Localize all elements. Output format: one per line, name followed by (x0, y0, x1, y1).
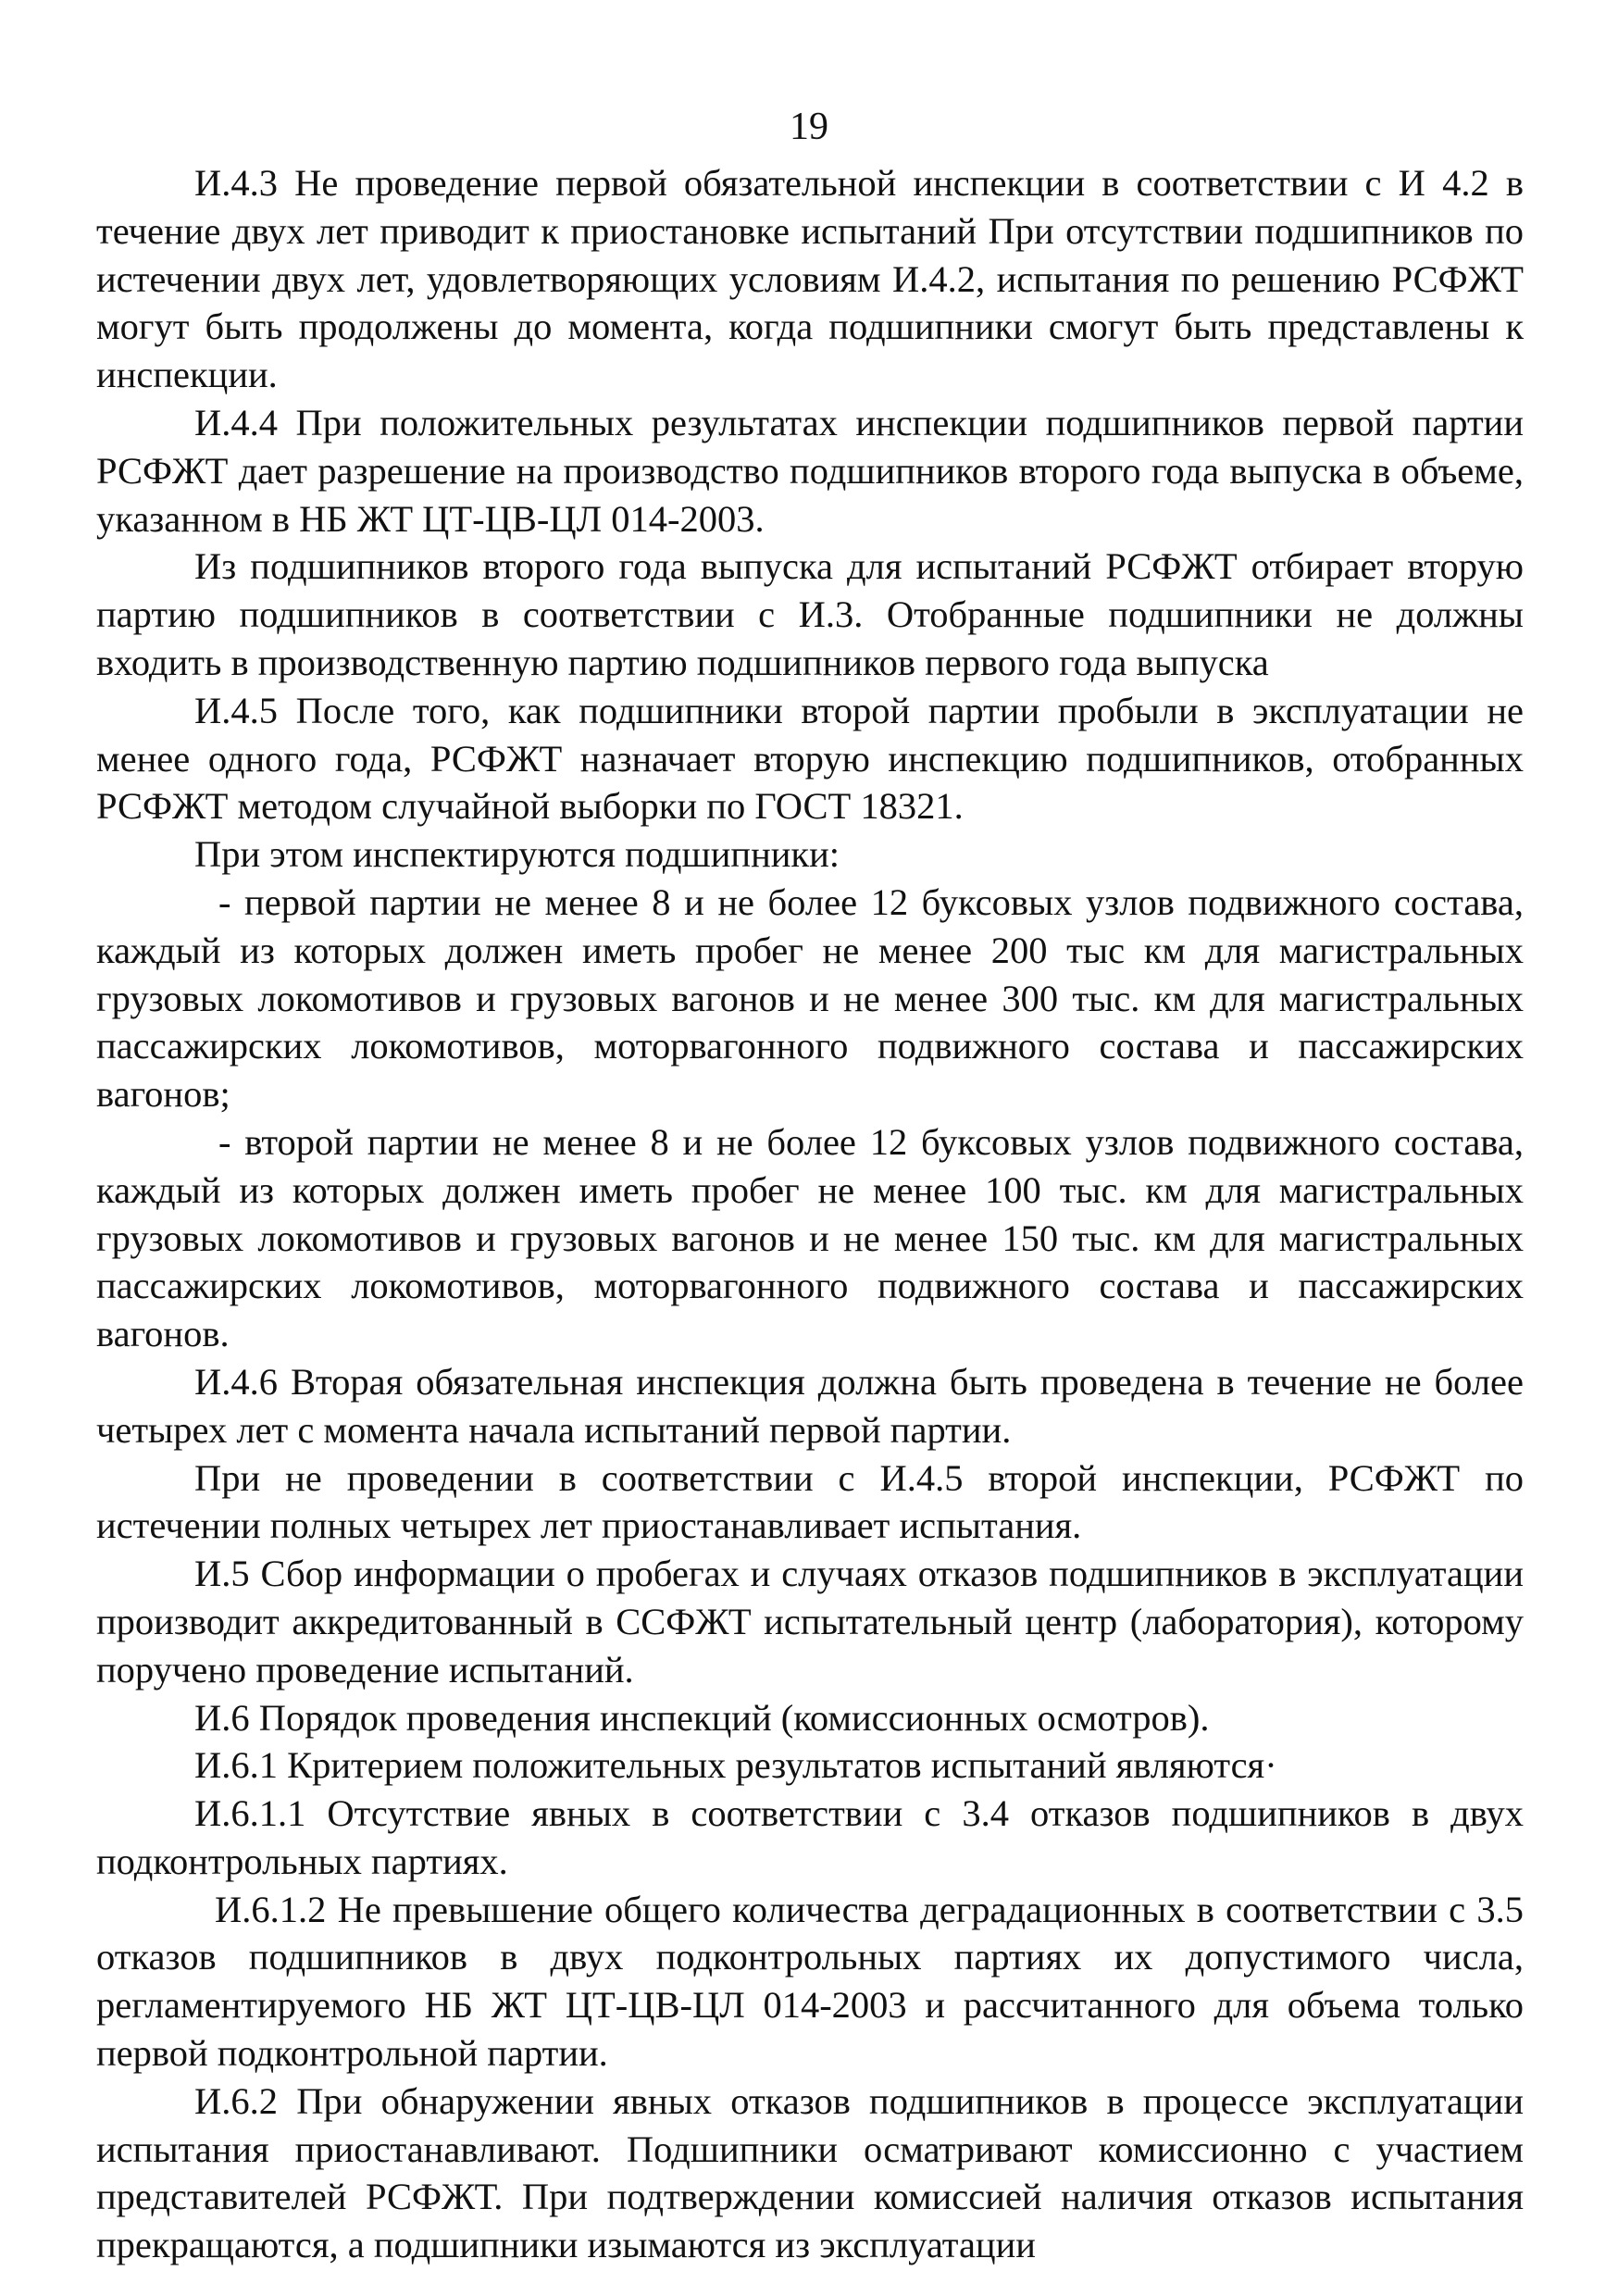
paragraph-i-4-5: И.4.5 После того, как подшипники второй партии пробыли в эксплуатации не менее одного года, РСФЖТ назначает вторую инспекцию подшипников, отобранных РСФЖТ методом случайной выборки по ГОСТ 18321. (96, 689, 1524, 828)
paragraph-inspected-bearings-intro: При этом инспектируются подшипники: (194, 833, 840, 876)
paragraph-i-6-2: И.6.2 При обнаружении явных отказов подшипников в процессе эксплуатации испытания приостанавливают. Подшипники осматривают комиссионно с участием представителей РСФЖТ. При подтверждении комиссией наличия отказов испытания прекращаются, а подшипники изымаются из эксплуатации (96, 2079, 1524, 2266)
paragraph-second-batch-selection: Из подшипников второго года выпуска для испытаний РСФЖТ отбирает вторую партию подшипников в соответствии с И.3. Отобранные подшипники не должны входить в производственную партию подшипников первого года выпуска (96, 545, 1524, 683)
paragraph-i-4-6: И.4.6 Вторая обязательная инспекция должна быть проведена в течение не более четырех лет с момента начала испытаний первой партии. (96, 1360, 1524, 1451)
paragraph-i-6-1: И.6.1 Критерием положительных результатов испытаний являются· (194, 1744, 1277, 1787)
paragraph-second-inspection-not-held: При не проведении в соответствии с И.4.5 второй инспекции, РСФЖТ по истечении полных четырех лет приостанавливает испытания. (96, 1456, 1524, 1547)
paragraph-i-4-4: И.4.4 При положительных результатах инспекции подшипников первой партии РСФЖТ дает разрешение на производство подшипников второго года выпуска в объеме, указанном в НБ ЖТ ЦТ-ЦВ-ЦЛ 014-2003. (96, 401, 1524, 540)
paragraph-i-6-1-2: И.6.1.2 Не превышение общего количества деградационных в соответствии с 3.5 отказов подшипников в двух подконтрольных партиях их допустимого числа, регламентируемого НБ ЖТ ЦТ-ЦВ-ЦЛ 014-2003 и рассчитанного для объема только первой подконтрольной партии. (96, 1888, 1524, 2075)
list-item-first-batch: - первой партии не менее 8 и не более 12 буксовых узлов подвижного состава, каждый из которых должен иметь пробег не менее 200 тыс км для магистральных грузовых локомотивов и грузовых вагонов и не менее 300 тыс. км для магистральных пассажирских локомотивов, моторвагонного подвижного состава и пассажирских вагонов; (96, 880, 1524, 1116)
paragraph-i-6: И.6 Порядок проведения инспекций (комиссионных осмотров). (194, 1696, 1210, 1739)
page-number: 19 (790, 106, 828, 148)
paragraph-i-6-1-1: И.6.1.1 Отсутствие явных в соответствии с 3.4 отказов подшипников в двух подконтрольных партиях. (96, 1792, 1524, 1882)
list-item-second-batch: - второй партии не менее 8 и не более 12 буксовых узлов подвижного состава, каждый из которых должен иметь пробег не менее 100 тыс. км для магистральных грузовых локомотивов и грузовых вагонов и не менее 150 тыс. км для магистральных пассажирских локомотивов, моторвагонного подвижного состава и пассажирских вагонов. (96, 1120, 1524, 1355)
document-body (96, 159, 1524, 2269)
paragraph-i-4-3: И.4.3 Не проведение первой обязательной инспекции в соответствии с И 4.2 в течение двух лет приводит к приостановке испытаний При отсутствии подшипников по истечении двух лет, удовлетворяющих условиям И.4.2, испытания по решению РСФЖТ могут быть продолжены до момента, когда подшипники смогут быть представлены к инспекции. (96, 162, 1524, 396)
paragraph-i-5: И.5 Сбор информации о пробегах и случаях отказов подшипников в эксплуатации производит аккредитованный в ССФЖТ испытательный центр (лаборатория), которому поручено проведение испытаний. (96, 1553, 1524, 1691)
